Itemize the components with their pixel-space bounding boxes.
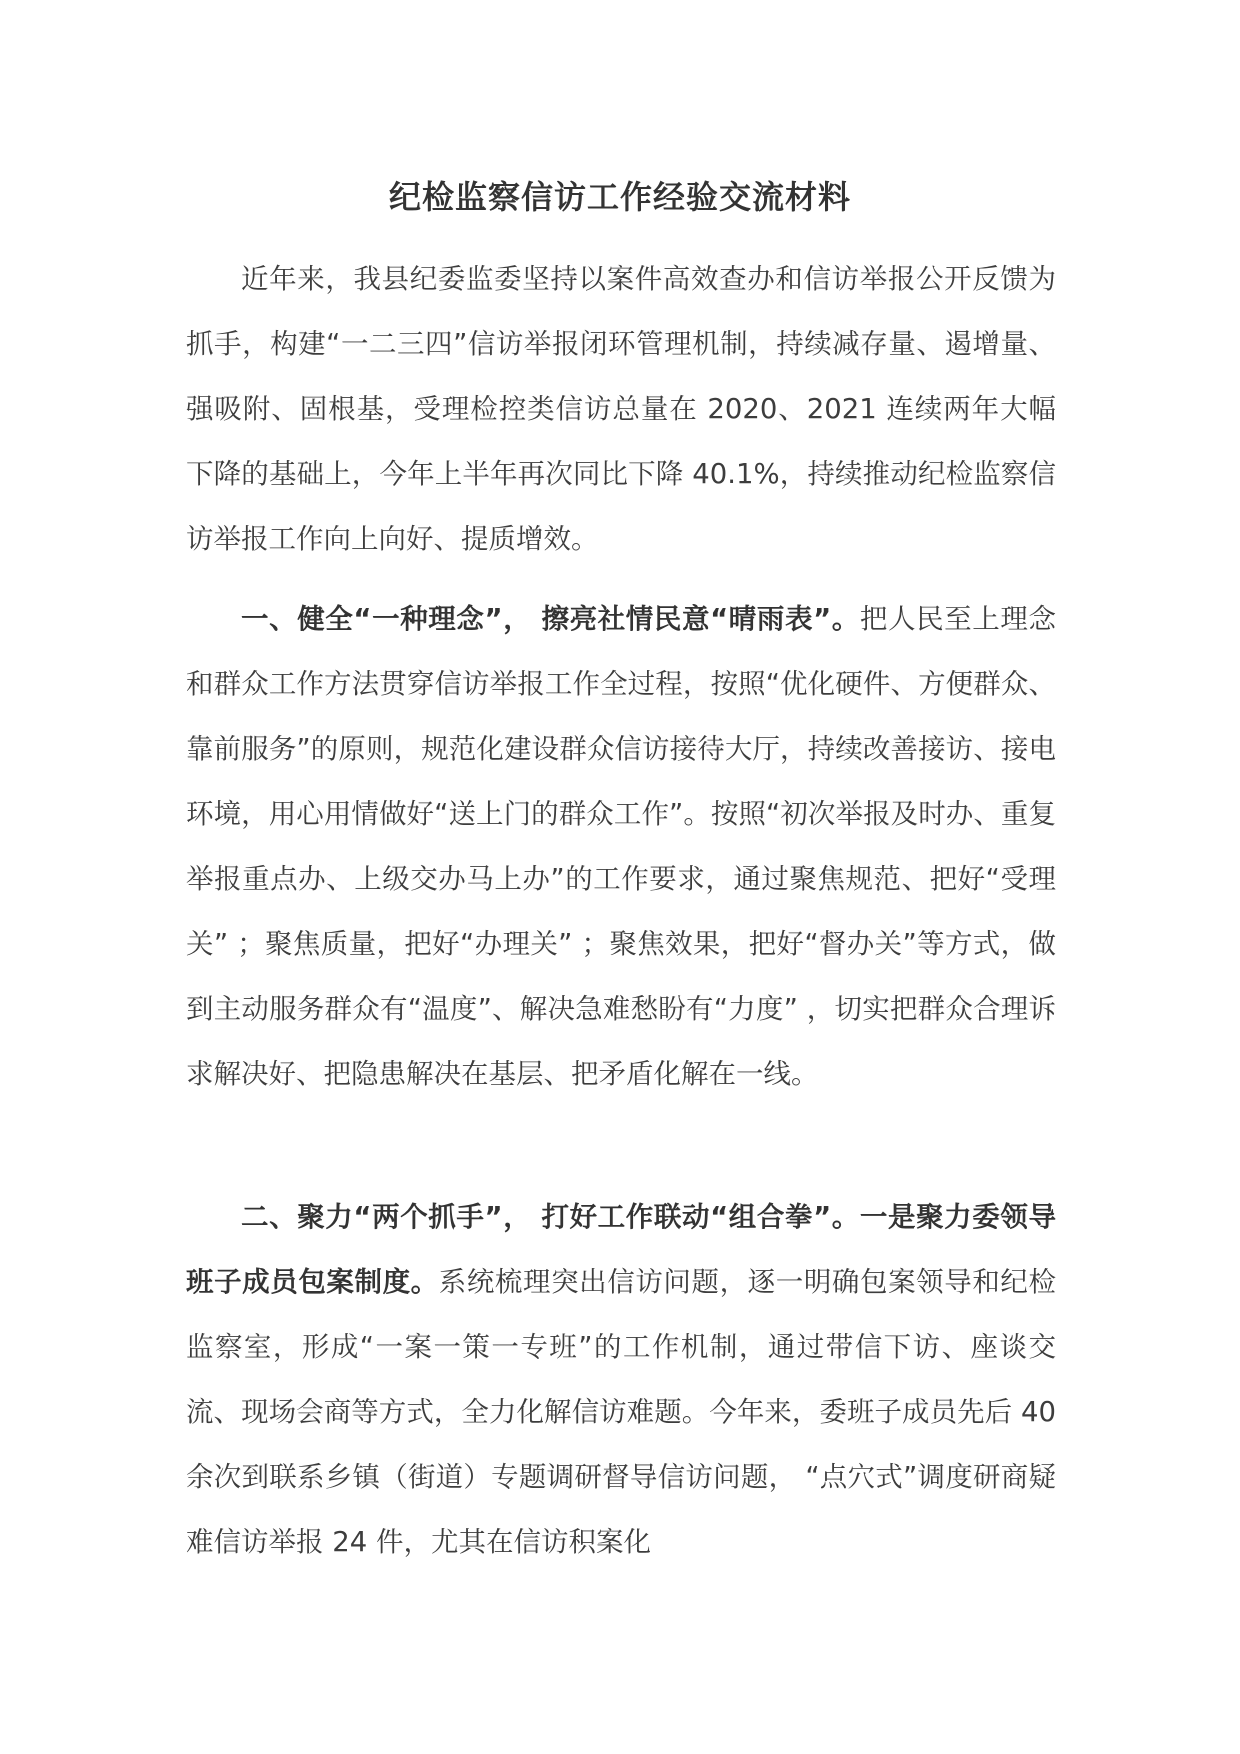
document-title: 纪检监察信访工作经验交流材料 <box>388 178 851 216</box>
paragraph-2-body: 把人民至上理念和群众工作方法贯穿信访举报工作全过程，按照“优化硬件、方便群众、靠前服务”的原则，规范化建设群众信访接待大厅，持续改善接访、接电环境，用心用情做好“送上门的群众工作”。按照“初次举报及时办、重复举报重点办、上级交办马上办”的工作要求，通过聚焦规范、把好“受理关” ；聚焦质量，把好“办理关” ；聚焦效果，把好“督办关”等方式，做到主动服务群众有“温度”、解决急难愁盼有“力度” ，切实把群众合理诉求解决好、把隐患解决在基层、把矛盾化解在一线。 <box>186 603 1056 1090</box>
paragraph-2-lead: 一、健全“一种理念”， 擦亮社情民意“晴雨表”。 <box>241 603 860 635</box>
paragraph-3 <box>186 1185 1056 1575</box>
paragraph-3-body: 系统梳理突出信访问题，逐一明确包案领导和纪检监察室，形成“一案一策一专班”的工作机制，通过带信下访、座谈交流、现场会商等方式，全力化解信访难题。今年来，委班子成员先后 40 余次到联系乡镇（街道）专题调研督导信访问题， “点穴式”调度研商疑难信访举报 24 件，尤其在信访积案化 <box>186 1266 1056 1558</box>
paragraph-1-text <box>186 247 1056 572</box>
paragraph-1 <box>186 247 1056 572</box>
paragraph-1-body: 近年来，我县纪委监委坚持以案件高效查办和信访举报公开反馈为抓手，构建“一二三四”信访举报闭环管理机制，持续减存量、遏增量、强吸附、固根基，受理检控类信访总量在 2020、2021 连续两年大幅下降的基础上，今年上半年再次同比下降 40.1%，持续推动纪检监察信访举报工作向上向好、提质增效。 <box>186 263 1056 555</box>
paragraph-2 <box>186 587 1056 1107</box>
paragraph-3-lead: 二、聚力“两个抓手”， 打好工作联动“组合拳”。一是聚力委领导班子成员包案制度。 <box>186 1201 1056 1298</box>
paragraph-3-text <box>186 1185 1056 1575</box>
paragraph-2-text <box>186 587 1056 1107</box>
